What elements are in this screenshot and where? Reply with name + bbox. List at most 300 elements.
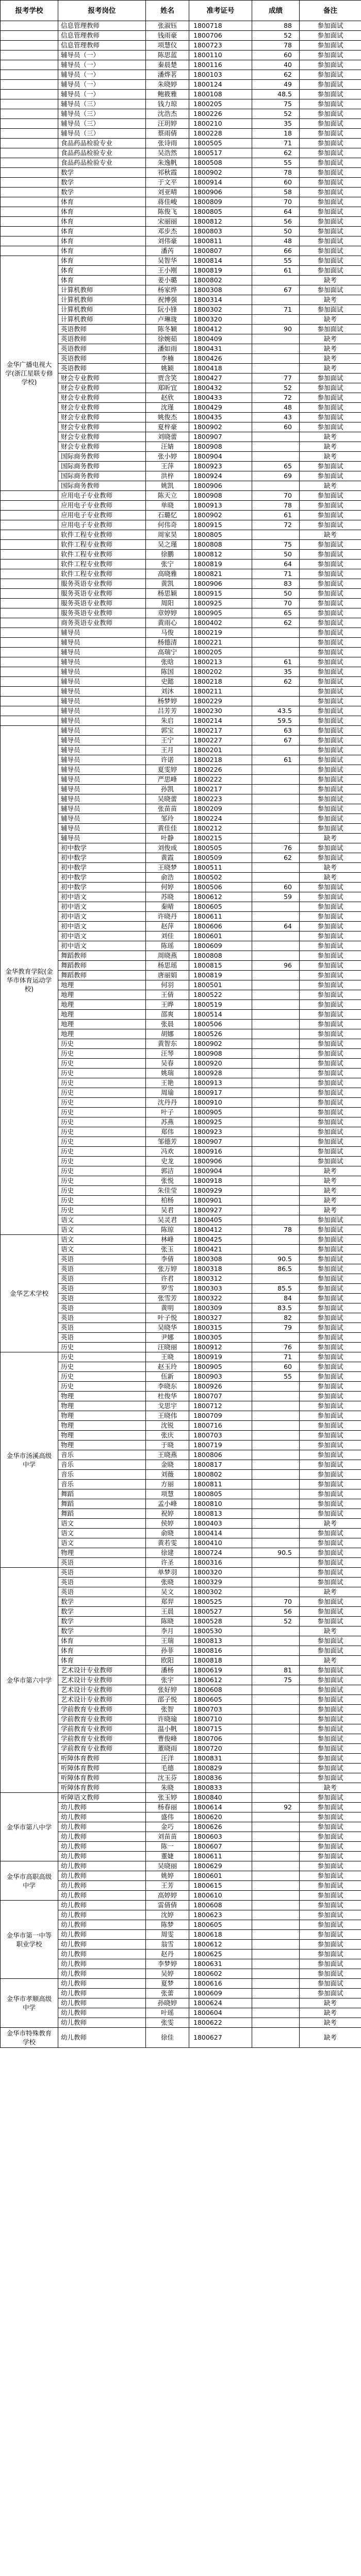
table-row: [1, 706, 361, 716]
exam-id-cell: 1800514: [189, 1010, 252, 1020]
school-cell: [1, 60, 58, 70]
score-cell: 56: [252, 1607, 300, 1617]
position-cell: 历史: [58, 1372, 146, 1382]
exam-id-cell: 1800501: [189, 980, 252, 990]
note-cell: 参加面试: [300, 1392, 361, 1401]
name-cell: 张小婷: [146, 452, 189, 462]
note-cell: 缺考: [300, 334, 361, 344]
position-cell: 地理: [58, 1010, 146, 1020]
position-cell: 幼儿教师: [58, 1842, 146, 1852]
exam-id-cell: 1800709: [189, 1411, 252, 1421]
name-cell: 吴晓丽: [146, 1861, 189, 1871]
position-cell: 辅导员: [58, 794, 146, 804]
table-row: [1, 589, 361, 599]
score-cell: [252, 873, 300, 883]
table-row: [1, 608, 361, 618]
name-cell: 于文平: [146, 178, 189, 188]
position-cell: 财会专业教师: [58, 413, 146, 422]
school-cell: [1, 168, 58, 178]
exam-id-cell: 1800615: [189, 1881, 252, 1891]
exam-id-cell: 1800821: [189, 569, 252, 579]
score-cell: 66: [252, 246, 300, 256]
note-cell: 参加面试: [300, 31, 361, 41]
exam-id-cell: 1800923: [189, 462, 252, 471]
score-cell: [252, 1852, 300, 1861]
note-cell: 参加面试: [300, 1029, 361, 1039]
note-cell: 参加面试: [300, 560, 361, 569]
note-cell: 参加面试: [300, 1352, 361, 1362]
exam-id-cell: 1800707: [189, 1392, 252, 1401]
score-cell: 64: [252, 560, 300, 569]
name-cell: 俞浩: [146, 873, 189, 883]
exam-id-cell: 1800410: [189, 1538, 252, 1548]
note-cell: 参加面试: [300, 119, 361, 129]
note-cell: 参加面试: [300, 1059, 361, 1069]
note-cell: 参加面试: [300, 1382, 361, 1392]
note-cell: 参加面试: [300, 1989, 361, 1998]
name-cell: 吴智华: [146, 256, 189, 266]
exam-id-cell: 1800217: [189, 785, 252, 794]
note-cell: 参加面试: [300, 1920, 361, 1930]
exam-id-cell: 1800904: [189, 1166, 252, 1176]
note-cell: 参加面试: [300, 256, 361, 266]
name-cell: 黄霞: [146, 853, 189, 863]
exam-id-cell: 1800108: [189, 90, 252, 99]
table-row: [1, 246, 361, 256]
exam-id-cell: 1800624: [189, 1998, 252, 2008]
note-cell: 缺考: [300, 873, 361, 883]
score-cell: 71: [252, 569, 300, 579]
position-cell: 历史: [58, 1039, 146, 1049]
score-cell: [252, 1245, 300, 1255]
note-cell: 参加面试: [300, 41, 361, 50]
score-cell: [252, 1724, 300, 1734]
name-cell: 周瑜: [146, 1088, 189, 1098]
school-cell: [1, 569, 58, 579]
name-cell: 徐佳: [146, 2028, 189, 2048]
note-cell: 参加面试: [300, 266, 361, 276]
exam-id-cell: 1800601: [189, 1871, 252, 1881]
exam-id-cell: 1800916: [189, 1147, 252, 1157]
position-cell: 幼儿教师: [58, 1910, 146, 1920]
position-cell: 初中数学: [58, 843, 146, 853]
name-cell: 李月: [146, 1626, 189, 1636]
table-row: [1, 540, 361, 550]
score-cell: 75: [252, 99, 300, 109]
score-cell: 43.5: [252, 706, 300, 716]
note-cell: 参加面试: [300, 667, 361, 677]
score-cell: [252, 745, 300, 755]
note-cell: 缺考: [300, 2028, 361, 2048]
school-cell: [1, 129, 58, 139]
score-cell: [252, 1705, 300, 1715]
school-cell: [1, 501, 58, 511]
exam-id-cell: 1800103: [189, 70, 252, 80]
exam-id-cell: 1800528: [189, 1617, 252, 1626]
position-cell: 辅导员（三）: [58, 129, 146, 139]
name-cell: 赵丹: [146, 1950, 189, 1959]
name-cell: 高瑞宁: [146, 648, 189, 657]
name-cell: 沈瑾: [146, 403, 189, 413]
table-row: [1, 716, 361, 726]
exam-id-cell: 1800629: [189, 1861, 252, 1871]
name-cell: 苏燕: [146, 1117, 189, 1127]
table-row: [1, 501, 361, 511]
school-cell: [1, 540, 58, 550]
exam-id-cell: 1800611: [189, 912, 252, 922]
note-cell: 参加面试: [300, 60, 361, 70]
score-cell: [252, 452, 300, 462]
note-cell: 参加面试: [300, 1724, 361, 1734]
score-cell: [252, 1382, 300, 1392]
exam-id-cell: 1800829: [189, 1764, 252, 1773]
note-cell: 缺考: [300, 1196, 361, 1206]
note-cell: 参加面试: [300, 197, 361, 207]
note-cell: 参加面试: [300, 687, 361, 697]
name-cell: 郑伟: [146, 1127, 189, 1137]
exam-id-cell: 1800522: [189, 990, 252, 1000]
position-cell: 物理: [58, 1411, 146, 1421]
exam-id-cell: 1800618: [189, 1930, 252, 1940]
position-cell: 辅导员: [58, 677, 146, 687]
position-cell: 学前教育专业教师: [58, 1744, 146, 1754]
name-cell: 夏梦: [146, 1979, 189, 1989]
score-cell: [252, 1196, 300, 1206]
col-header-score: 成绩: [252, 1, 300, 21]
note-cell: 参加面试: [300, 1078, 361, 1088]
score-cell: [252, 1215, 300, 1225]
name-cell: 卢琳珑: [146, 315, 189, 325]
exam-id-cell: 1800604: [189, 2008, 252, 2018]
exam-id-cell: 1800230: [189, 706, 252, 716]
table-row: [1, 648, 361, 657]
score-cell: [252, 902, 300, 912]
exam-id-cell: 1800813: [189, 1509, 252, 1519]
score-cell: [252, 1822, 300, 1832]
name-cell: 陈瑶: [146, 941, 189, 951]
note-cell: 参加面试: [300, 1489, 361, 1499]
name-cell: 史龙: [146, 1157, 189, 1166]
note-cell: 参加面试: [300, 491, 361, 501]
exam-id-cell: 1800927: [189, 1206, 252, 1215]
name-cell: 王晓梦: [146, 863, 189, 873]
school-cell: [1, 188, 58, 197]
note-cell: 参加面试: [300, 785, 361, 794]
exam-id-cell: 1800840: [189, 1793, 252, 1803]
note-cell: 参加面试: [300, 540, 361, 550]
position-cell: 计算机教师: [58, 315, 146, 325]
school-cell: [1, 491, 58, 501]
note-cell: 参加面试: [300, 1137, 361, 1147]
score-cell: 60: [252, 883, 300, 892]
school-cell: [1, 706, 58, 716]
exam-id-cell: 1800223: [189, 794, 252, 804]
score-cell: [252, 1734, 300, 1744]
note-cell: 参加面试: [300, 1764, 361, 1773]
score-cell: [252, 1715, 300, 1724]
name-cell: 张晨: [146, 1020, 189, 1029]
score-cell: [252, 364, 300, 374]
name-cell: 王瑞: [146, 1636, 189, 1646]
name-cell: 董晓雨: [146, 1744, 189, 1754]
score-cell: [252, 1039, 300, 1049]
name-cell: 吴晓蕾: [146, 794, 189, 804]
exam-id-cell: 1800917: [189, 1088, 252, 1098]
note-cell: 参加面试: [300, 1734, 361, 1744]
position-cell: 艺术设计专业教师: [58, 1675, 146, 1685]
exam-id-cell: 1800912: [189, 1343, 252, 1352]
name-cell: 毛德: [146, 1764, 189, 1773]
score-cell: [252, 1685, 300, 1695]
note-cell: 缺考: [300, 2008, 361, 2018]
score-cell: 61: [252, 266, 300, 276]
position-cell: 服务英语专业教师: [58, 599, 146, 608]
note-cell: 参加面试: [300, 80, 361, 90]
exam-id-cell: 1800812: [189, 550, 252, 560]
school-cell: [1, 697, 58, 706]
score-cell: [252, 1470, 300, 1480]
position-cell: 体育: [58, 236, 146, 246]
exam-id-cell: 1800919: [189, 1352, 252, 1362]
name-cell: 黄智东: [146, 1039, 189, 1049]
exam-id-cell: 1800308: [189, 1255, 252, 1264]
note-cell: 参加面试: [300, 1499, 361, 1509]
position-cell: 语文: [58, 1529, 146, 1538]
position-cell: 软件工程专业教师: [58, 560, 146, 569]
exam-id-cell: 1800907: [189, 1137, 252, 1147]
position-cell: 历史: [58, 1196, 146, 1206]
position-cell: 体育: [58, 276, 146, 285]
table-row: [1, 31, 361, 41]
exam-id-cell: 1800807: [189, 246, 252, 256]
score-cell: 70: [252, 491, 300, 501]
score-cell: [252, 765, 300, 775]
name-cell: 沈锐: [146, 1421, 189, 1431]
name-cell: 项慧: [146, 1489, 189, 1499]
table-row: [1, 109, 361, 119]
exam-id-cell: 1800431: [189, 344, 252, 354]
table-row: [1, 227, 361, 236]
note-cell: 缺考: [300, 344, 361, 354]
exam-id-cell: 1800631: [189, 1959, 252, 1969]
score-cell: [252, 1000, 300, 1010]
exam-id-cell: 1800906: [189, 579, 252, 589]
position-cell: 历史: [58, 1127, 146, 1137]
score-cell: 72: [252, 520, 300, 530]
position-cell: 初中数学: [58, 863, 146, 873]
note-cell: 参加面试: [300, 99, 361, 109]
name-cell: 王晓燕: [146, 1450, 189, 1460]
exam-id-cell: 1800322: [189, 1294, 252, 1303]
position-cell: 听障体育教师: [58, 1754, 146, 1764]
name-cell: 何羽: [146, 980, 189, 990]
note-cell: 参加面试: [300, 824, 361, 834]
position-cell: 软件工程专业教师: [58, 530, 146, 540]
name-cell: 朱晓: [146, 1783, 189, 1793]
note-cell: 参加面试: [300, 178, 361, 188]
exam-id-cell: 1800706: [189, 1734, 252, 1744]
name-cell: 徐婉茹: [146, 334, 189, 344]
exam-id-cell: 1800808: [189, 540, 252, 550]
position-cell: 历史: [58, 1157, 146, 1166]
position-cell: 历史: [58, 1362, 146, 1372]
position-cell: 物理: [58, 1401, 146, 1411]
position-cell: 商务英语专业教师: [58, 618, 146, 628]
position-cell: 英语: [58, 1558, 146, 1568]
note-cell: 缺考: [300, 530, 361, 540]
score-cell: 79: [252, 1323, 300, 1333]
score-cell: [252, 432, 300, 442]
table-row: [1, 188, 361, 197]
table-row: [1, 638, 361, 648]
name-cell: 张悦: [146, 1176, 189, 1186]
position-cell: 英语: [58, 1578, 146, 1587]
name-cell: 姚瑞: [146, 1069, 189, 1078]
score-cell: [252, 648, 300, 657]
exam-id-cell: 1800616: [189, 1979, 252, 1989]
name-cell: 宋丽丽: [146, 217, 189, 227]
name-cell: 董婕: [146, 1852, 189, 1861]
name-cell: 陈国: [146, 667, 189, 677]
exam-id-cell: 1800205: [189, 648, 252, 657]
note-cell: 参加面试: [300, 511, 361, 520]
position-cell: 历史: [58, 1069, 146, 1078]
position-cell: 幼儿教师: [58, 1969, 146, 1979]
note-cell: 参加面试: [300, 1450, 361, 1460]
note-cell: 参加面试: [300, 1020, 361, 1029]
exam-id-cell: 1800506: [189, 1020, 252, 1029]
position-cell: 辅导员（一）: [58, 90, 146, 99]
table-row: [1, 236, 361, 246]
name-cell: 苏晓: [146, 892, 189, 902]
position-cell: 辅导员: [58, 706, 146, 716]
score-cell: [252, 1127, 300, 1137]
position-cell: 舞蹈教师: [58, 961, 146, 971]
position-cell: 财会专业教师: [58, 393, 146, 403]
name-cell: 杨春丽: [146, 1803, 189, 1812]
score-cell: [252, 1157, 300, 1166]
note-cell: 参加面试: [300, 677, 361, 687]
exam-id-cell: 1800303: [189, 1284, 252, 1294]
note-cell: 参加面试: [300, 569, 361, 579]
exam-id-cell: 1800622: [189, 2018, 252, 2028]
note-cell: 参加面试: [300, 139, 361, 148]
note-cell: 参加面试: [300, 148, 361, 158]
name-cell: 王艳: [146, 1078, 189, 1088]
score-cell: 62: [252, 70, 300, 80]
score-cell: [252, 1783, 300, 1793]
school-cell: [1, 638, 58, 648]
score-cell: 85.5: [252, 1284, 300, 1294]
name-cell: 周阳: [146, 599, 189, 608]
note-cell: 参加面试: [300, 1039, 361, 1049]
name-cell: 潘烨茗: [146, 70, 189, 80]
position-cell: 初中语文: [58, 892, 146, 902]
note-cell: 参加面试: [300, 951, 361, 961]
note-cell: 参加面试: [300, 1088, 361, 1098]
name-cell: 项慧仪: [146, 41, 189, 50]
score-cell: [252, 1460, 300, 1470]
name-cell: 周雯: [146, 1930, 189, 1940]
position-cell: 音乐: [58, 1460, 146, 1470]
position-cell: 辅导员: [58, 628, 146, 638]
note-cell: 参加面试: [300, 1842, 361, 1852]
name-cell: 邵子悦: [146, 1695, 189, 1705]
name-cell: 罗雪: [146, 1284, 189, 1294]
score-cell: 90.5: [252, 1548, 300, 1558]
note-cell: 参加面试: [300, 1901, 361, 1910]
score-cell: [252, 1959, 300, 1969]
table-row: [1, 217, 361, 227]
position-cell: 听障语文教师: [58, 1793, 146, 1803]
table-row: [1, 21, 361, 31]
name-cell: 邹玲: [146, 814, 189, 824]
position-cell: 初中数学: [58, 873, 146, 883]
name-cell: 沈玉芬: [146, 1773, 189, 1783]
position-cell: 语文: [58, 1235, 146, 1245]
name-cell: 祁秋霞: [146, 168, 189, 178]
table-row: [1, 148, 361, 158]
note-cell: 参加面试: [300, 1695, 361, 1705]
name-cell: 张宇: [146, 1675, 189, 1685]
note-cell: 参加面试: [300, 207, 361, 217]
col-header-school: 报考学校: [1, 1, 58, 21]
position-cell: 幼儿教师: [58, 1861, 146, 1871]
position-cell: 舞蹈教师: [58, 951, 146, 961]
name-cell: 邹德芳: [146, 1137, 189, 1147]
score-cell: 69: [252, 471, 300, 481]
note-cell: 参加面试: [300, 1754, 361, 1764]
note-cell: 参加面试: [300, 168, 361, 178]
note-cell: 参加面试: [300, 1401, 361, 1411]
exam-id-cell: 1800710: [189, 1715, 252, 1724]
name-cell: 张淑钰: [146, 21, 189, 31]
position-cell: 辅导员: [58, 765, 146, 775]
exam-id-cell: 1800712: [189, 1401, 252, 1411]
name-cell: 夏梓豪: [146, 422, 189, 432]
note-cell: 参加面试: [300, 1098, 361, 1108]
note-cell: 参加面试: [300, 1411, 361, 1421]
score-cell: [252, 824, 300, 834]
name-cell: 姚凯: [146, 481, 189, 491]
score-cell: [252, 1636, 300, 1646]
note-cell: 参加面试: [300, 1147, 361, 1157]
name-cell: 汪晓丽: [146, 1343, 189, 1352]
name-cell: 王晓伟: [146, 1411, 189, 1421]
exam-id-cell: 1800212: [189, 824, 252, 834]
name-cell: 许晓丹: [146, 912, 189, 922]
position-cell: 幼儿教师: [58, 1920, 146, 1930]
table-row: [1, 90, 361, 99]
note-cell: 参加面试: [300, 21, 361, 31]
score-cell: [252, 687, 300, 697]
position-cell: 数学: [58, 1626, 146, 1636]
position-cell: 英语教师: [58, 334, 146, 344]
table-row: [1, 697, 361, 706]
score-cell: [252, 814, 300, 824]
exam-id-cell: 1800519: [189, 1000, 252, 1010]
score-cell: 65: [252, 608, 300, 618]
score-cell: [252, 1989, 300, 1998]
name-cell: 张玉婷: [146, 1793, 189, 1803]
score-cell: [252, 804, 300, 814]
score-cell: 71: [252, 1352, 300, 1362]
name-cell: 侯婷: [146, 1519, 189, 1529]
exam-id-cell: 1800610: [189, 1891, 252, 1901]
exam-id-cell: 1800608: [189, 1685, 252, 1695]
exam-id-cell: 1800508: [189, 158, 252, 168]
score-cell: 83: [252, 579, 300, 589]
